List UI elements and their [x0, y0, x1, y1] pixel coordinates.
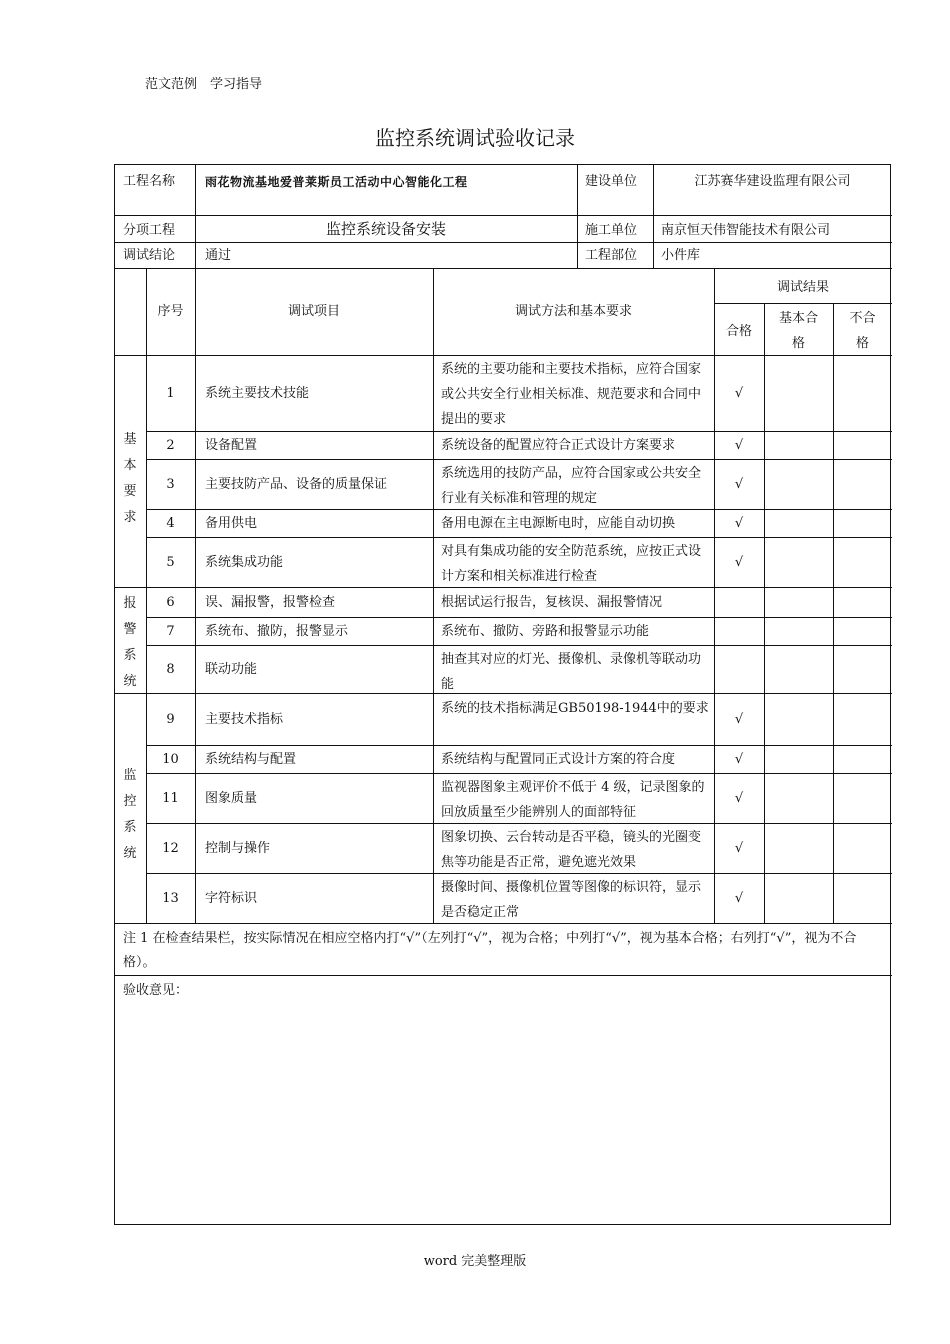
row-method: 摄像时间、摄像机位置等图像的标识符，显示是否稳定正常	[441, 880, 702, 920]
row-item: 系统布、撤防，报警显示	[205, 624, 349, 639]
row-method: 系统布、撤防、旁路和报警显示功能	[441, 624, 650, 639]
group-monitor-label: 监 控 系 统	[123, 768, 137, 861]
sub-project-label: 分项工程	[123, 223, 176, 238]
row-seq: 6	[166, 595, 175, 610]
contractor-value: 南京恒天伟智能技术有限公司	[661, 223, 831, 238]
row-seq: 10	[162, 752, 179, 767]
row-pass-mark: √	[734, 438, 744, 453]
row-method: 根据试运行报告，复核误、漏报警情况	[441, 595, 663, 610]
row-pass-mark: √	[734, 791, 744, 806]
row-item: 联动功能	[205, 662, 258, 677]
row-item: 主要技防产品、设备的质量保证	[205, 477, 388, 492]
row-item: 图象质量	[205, 791, 258, 806]
row-pass-mark: √	[734, 555, 744, 570]
row-pass-mark: √	[734, 386, 744, 401]
row-seq: 3	[166, 477, 175, 492]
row-pass-mark: √	[734, 712, 744, 727]
col-fail-header-line2: 格	[855, 336, 869, 351]
row-item: 备用供电	[205, 516, 258, 531]
row-method: 系统结构与配置同正式设计方案的符合度	[441, 752, 676, 767]
acceptance-opinion-label: 验收意见：	[123, 983, 189, 998]
row-item: 误、漏报警，报警检查	[205, 595, 336, 610]
conclusion-value: 通过	[205, 248, 232, 263]
location-value: 小件库	[661, 248, 701, 263]
project-name-value: 雨花物流基地爱普莱斯员工活动中心智能化工程	[205, 175, 468, 189]
row-method: 监视器图象主观评价不低于 4 级，记录图象的回放质量至少能辨别人的面部特征	[441, 780, 705, 820]
col-item-header: 调试项目	[287, 304, 340, 319]
row-item: 字符标识	[205, 891, 258, 906]
sub-project-value: 监控系统设备安装	[325, 220, 446, 238]
owner-label: 建设单位	[585, 174, 638, 189]
row-seq: 9	[166, 712, 175, 727]
contractor-label: 施工单位	[585, 223, 638, 238]
row-seq: 12	[162, 841, 179, 856]
row-method: 抽查其对应的灯光、摄像机、录像机等联动功能	[441, 652, 702, 692]
row-method: 图象切换、云台转动是否平稳，镜头的光圈变焦等功能是否正常，避免遮光效果	[441, 830, 702, 870]
row-pass-mark: √	[734, 891, 744, 906]
col-basic-pass-header-line2: 格	[791, 336, 805, 351]
row-item: 系统主要技术技能	[205, 386, 310, 401]
page-title: 监控系统调试验收记录	[375, 126, 575, 150]
row-pass-mark: √	[734, 752, 744, 767]
owner-value: 江苏赛华建设监理有限公司	[694, 174, 851, 189]
col-fail-header-line1: 不合	[849, 311, 876, 326]
row-pass-mark: √	[734, 477, 744, 492]
row-method: 系统选用的技防产品，应符合国家或公共安全行业有关标准和管理的规定	[441, 466, 702, 506]
row-method: 系统设备的配置应符合正式设计方案要求	[441, 438, 676, 453]
group-basic-label: 基 本 要 求	[123, 432, 137, 525]
footer-note: word 完美整理版	[423, 1254, 527, 1269]
location-label: 工程部位	[585, 248, 638, 263]
row-method: 对具有集成功能的安全防范系统，应按正式设计方案和相关标准进行检查	[441, 544, 702, 584]
row-item: 控制与操作	[205, 841, 271, 856]
col-pass-header: 合格	[725, 324, 752, 339]
col-method-header: 调试方法和基本要求	[514, 304, 632, 319]
row-method: 系统的主要功能和主要技术指标，应符合国家或公共安全行业相关标准、规范要求和合同中提出的要求	[441, 362, 702, 427]
row-item: 系统结构与配置	[205, 752, 297, 767]
row-item: 主要技术指标	[205, 712, 284, 727]
row-seq: 8	[166, 662, 175, 677]
col-seq-header: 序号	[157, 304, 184, 319]
row-method: 系统的技术指标满足GB50198-1944中的要求	[441, 701, 709, 716]
row-seq: 4	[166, 516, 175, 531]
col-result-header: 调试结果	[776, 280, 829, 295]
row-seq: 11	[162, 791, 179, 806]
group-alarm-label: 报 警 系 统	[123, 596, 137, 689]
row-pass-mark: √	[734, 841, 744, 856]
row-item: 系统集成功能	[205, 555, 284, 570]
project-name-label: 工程名称	[123, 174, 176, 189]
row-seq: 2	[166, 438, 175, 453]
acceptance-record-table	[114, 164, 891, 1225]
row-seq: 1	[166, 386, 175, 401]
row-seq: 7	[166, 624, 175, 639]
row-pass-mark: √	[734, 516, 744, 531]
row-item: 设备配置	[205, 438, 258, 453]
check-note: 注 1 在检查结果栏，按实际情况在相应空格内打“√”（左列打“√”，视为合格；中列打“√”，视为基本合格；右列打“√”，视为不合格）。	[123, 931, 857, 970]
col-basic-pass-header-line1: 基本合	[778, 311, 818, 326]
row-method: 备用电源在主电源断电时，应能自动切换	[441, 516, 676, 531]
row-seq: 5	[166, 555, 175, 570]
header-note: 范文范例 学习指导	[145, 77, 263, 92]
conclusion-label: 调试结论	[123, 248, 176, 263]
row-seq: 13	[162, 891, 179, 906]
